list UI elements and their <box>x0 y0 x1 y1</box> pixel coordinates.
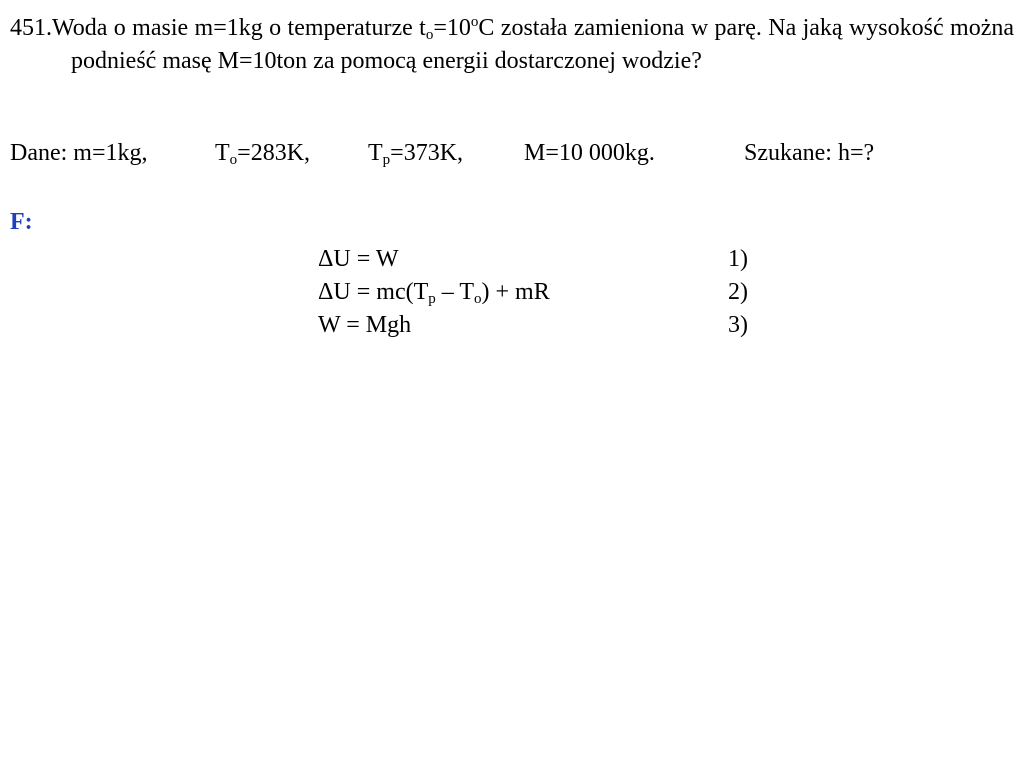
equation-1-expression: ΔU = W <box>318 246 399 272</box>
problem-superscript-degree: o <box>470 14 479 30</box>
equation-3 <box>318 309 758 342</box>
equations-block <box>318 243 758 342</box>
given-tp: $T_p=373K$, <box>368 140 464 168</box>
problem-text-part1: Woda o masie m=1kg o temperaturze t <box>52 15 426 41</box>
problem-text-part2: =10 <box>433 15 471 41</box>
equation-2-number: 2) <box>728 279 748 305</box>
equation-2-expression: $\Delta U = mc(T_p - T_o)$ + mR <box>318 279 550 307</box>
problem-statement <box>10 12 1014 78</box>
section-label-f: F: <box>10 209 33 235</box>
given-mass: M=10 000kg. <box>524 140 655 166</box>
equation-3-expression: W = Mgh <box>318 312 412 338</box>
given-label: Dane: m=1kg, <box>10 140 148 166</box>
equation-1 <box>318 243 758 276</box>
equation-3-number: 3) <box>728 312 748 338</box>
problem-text-part3: C została zamieniona w parę. Na jaką wysokość można podnieść masę M=10ton za pomocą energii dostarczonej wodzie? <box>71 15 1015 74</box>
given-t0: $T_o=283K$, <box>215 140 311 168</box>
problem-subscript-o: o <box>425 27 434 43</box>
problem-paragraph <box>10 12 1014 78</box>
equation-1-number: 1) <box>728 246 748 272</box>
problem-number: 451. <box>10 15 52 41</box>
sought-value: Szukane: h=? <box>744 140 875 166</box>
equation-2 <box>318 276 758 309</box>
